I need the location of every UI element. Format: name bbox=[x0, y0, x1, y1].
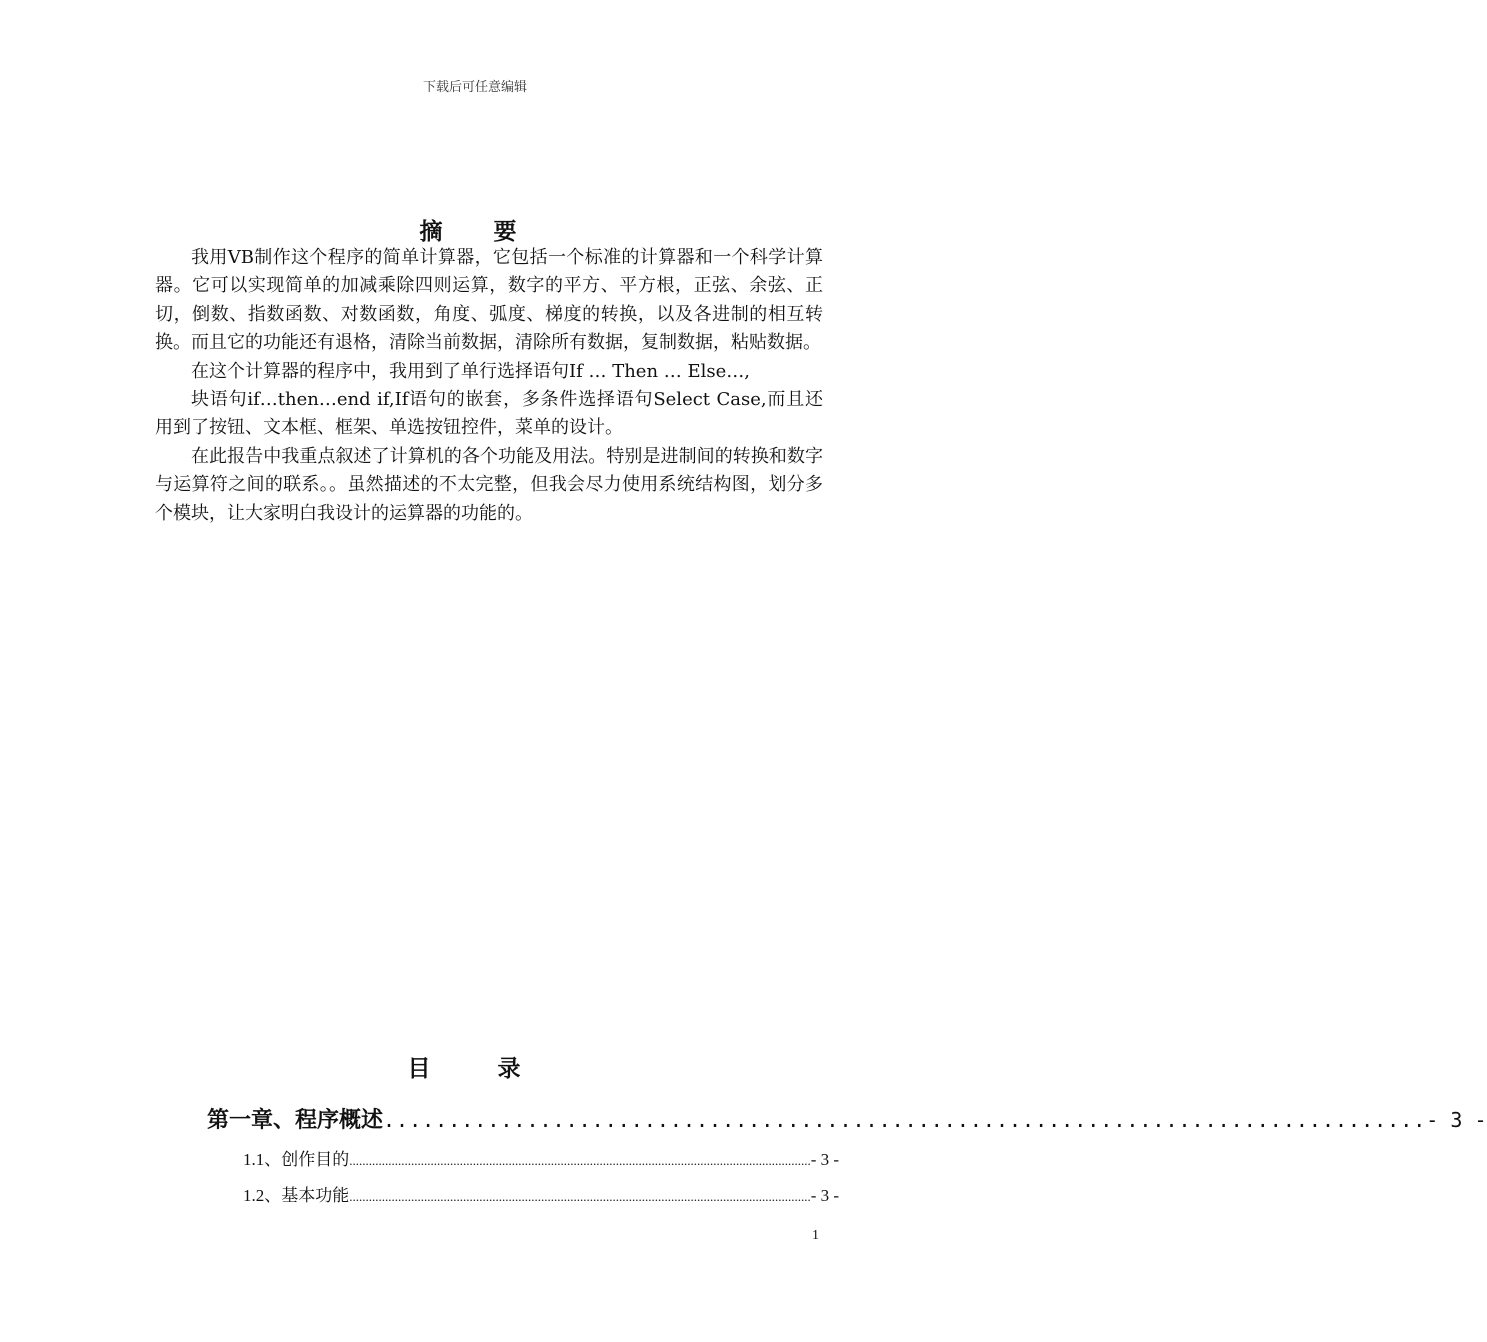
page-number: 1 bbox=[812, 1228, 819, 1243]
abstract-title: 摘 要 bbox=[419, 218, 531, 245]
abstract-paragraph: 在此报告中我重点叙述了计算机的各个功能及用法。特别是进制间的转换和数字与运算符之间的联系。。虽然描述的不太完整，但我会尽力使用系统结构图，划分多个模块，让大家明白我设计的运算器的功能的。 bbox=[155, 445, 823, 524]
abstract-body bbox=[155, 244, 823, 528]
toc-chapter-label: 第一章、程序概述 bbox=[207, 1107, 384, 1133]
toc-chapter-entry[interactable] bbox=[207, 1103, 1487, 1134]
toc-leader-dots: .............................................................................................................................................. bbox=[349, 1189, 811, 1204]
toc-section-entry[interactable] bbox=[243, 1181, 840, 1206]
toc-leader-dots: .............................................................................................................................................. bbox=[349, 1153, 811, 1168]
abstract-paragraph: 块语句if…then…end if,If语句的嵌套，多条件选择语句Select Case,而且还用到了按钮、文本框、框架、单选按钮控件，菜单的设计。 bbox=[155, 389, 823, 439]
toc-section-entry[interactable] bbox=[243, 1145, 840, 1170]
toc-leader-dots: ................................................................................ bbox=[383, 1108, 1427, 1132]
toc-section-page: - 3 - bbox=[810, 1186, 840, 1205]
abstract-paragraph: 在这个计算器的程序中，我用到了单行选择语句If … Then … Else…, bbox=[191, 360, 751, 382]
header-note: 下载后可任意编辑 bbox=[422, 80, 527, 95]
toc-section-label: 1.1、创作目的 bbox=[243, 1150, 350, 1169]
toc-chapter-page: - 3 - bbox=[1426, 1108, 1487, 1132]
abstract-paragraph: 我用VB制作这个程序的简单计算器，它包括一个标准的计算器和一个科学计算器。它可以实现简单的加减乘除四则运算，数字的平方、平方根，正弦、余弦、正切，倒数、指数函数、对数函数，角度、弧度、梯度的转换，以及各进制的相互转换。而且它的功能还有退格，清除当前数据，清除所有数据，复制数据，粘贴数据。 bbox=[155, 247, 823, 354]
toc-section-label: 1.2、基本功能 bbox=[243, 1186, 350, 1205]
toc-title: 目 录 bbox=[407, 1055, 543, 1082]
toc-section-page: - 3 - bbox=[810, 1150, 840, 1169]
